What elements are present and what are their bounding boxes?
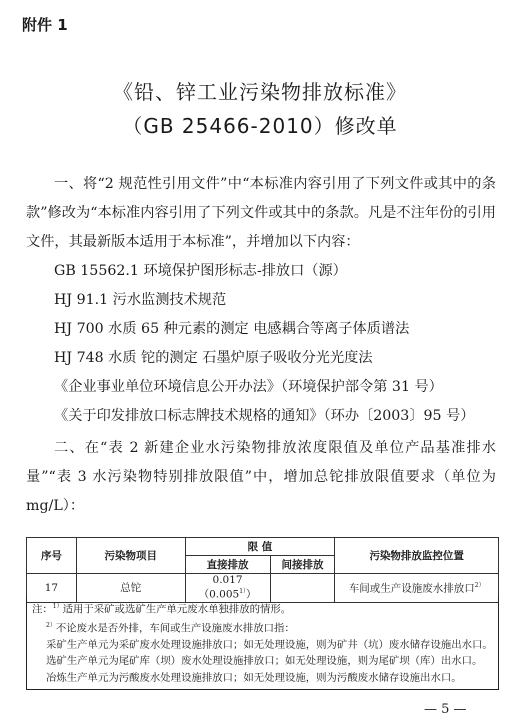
note-mining: 采矿生产单元为采矿废水处理设施排放口；如无处理设施，则为矿井（坑）废水储存设施出水口。 — [46, 638, 493, 651]
note-smelting: 冶炼生产单元为污酸废水处理设施排放口；如无处理设施，则为污酸废水储存设施出水口。 — [46, 671, 462, 684]
reference-item: HJ 748 水质 铊的测定 石墨炉原子吸收分光光度法 — [54, 350, 373, 366]
cell-pollutant: 总铊 — [76, 574, 185, 603]
header-seq: 序号 — [27, 538, 77, 574]
note-1 — [32, 599, 494, 618]
header-indirect-discharge: 间接排放 — [270, 556, 335, 574]
header-monitor-location: 污染物排放监控位置 — [335, 538, 499, 574]
footnote-ref-1: 1） — [239, 588, 247, 595]
monitor-value: 车间或生产设施废水排放口 — [348, 582, 475, 595]
footnote-ref-2: 2） — [474, 582, 485, 589]
reference-item: 《关于印发排放口标志牌技术规格的通知》（环办〔2003〕95 号） — [54, 408, 475, 424]
document-subtitle: （GB 25466-2010）修改单 — [122, 114, 398, 138]
direct-value: 0.017（0.005 — [198, 574, 243, 601]
note-2-marker: 2） — [46, 621, 56, 629]
amendment-paragraph-1: 一、将“2 规范性引用文件”中“本标准内容引用了下列文件或其中的条款”修改为“本标准内容引用了下列文件或其中的条款。凡是不注年份的引用文件，其最新版本适用于本标准”，并增加以下内容： — [26, 176, 496, 250]
note-2-text: 不论废水是否外排，车间或生产设施废水排放口指： — [55, 622, 295, 635]
cell-seq: 17 — [27, 574, 77, 603]
header-direct-discharge: 直接排放 — [185, 556, 270, 574]
header-limit: 限 值 — [185, 538, 335, 556]
reference-item: HJ 700 水质 65 种元素的测定 电感耦合等离子体质谱法 — [54, 321, 410, 337]
reference-item: 《企业事业单位环境信息公开办法》（环境保护部令第 31 号） — [54, 379, 443, 395]
direct-close: ） — [246, 588, 257, 601]
page-number: — 5 — — [424, 702, 467, 717]
note-1-text: 适用于采矿或选矿生产单元废水单独排放的情形。 — [62, 603, 292, 616]
note-dressing: 选矿生产单元为尾矿库（坝）废水处理设施排放口；如无处理设施，则为尾矿坝（库）出水口。 — [46, 655, 483, 668]
header-pollutant: 污染物项目 — [76, 538, 185, 574]
amendment-paragraph-2: 二、在“表 2 新建企业水污染物排放浓度限值及单位产品基准排水量”“表 3 水污染物特别排放限值”中，增加总铊排放限值要求（单位为 mg/L）： — [26, 440, 496, 514]
reference-item: GB 15562.1 环境保护图形标志-排放口（源） — [54, 263, 347, 279]
attachment-label: 附件 1 — [22, 16, 68, 34]
note-prefix: 注： — [32, 603, 53, 616]
table-notes — [26, 597, 499, 690]
limits-table — [26, 537, 499, 603]
note-1-marker: 1） — [52, 603, 63, 610]
document-title: 《铅、锌工业污染物排放标准》 — [113, 80, 407, 104]
note-2 — [32, 618, 494, 637]
reference-item: HJ 91.1 污水监测技术规范 — [54, 292, 227, 308]
